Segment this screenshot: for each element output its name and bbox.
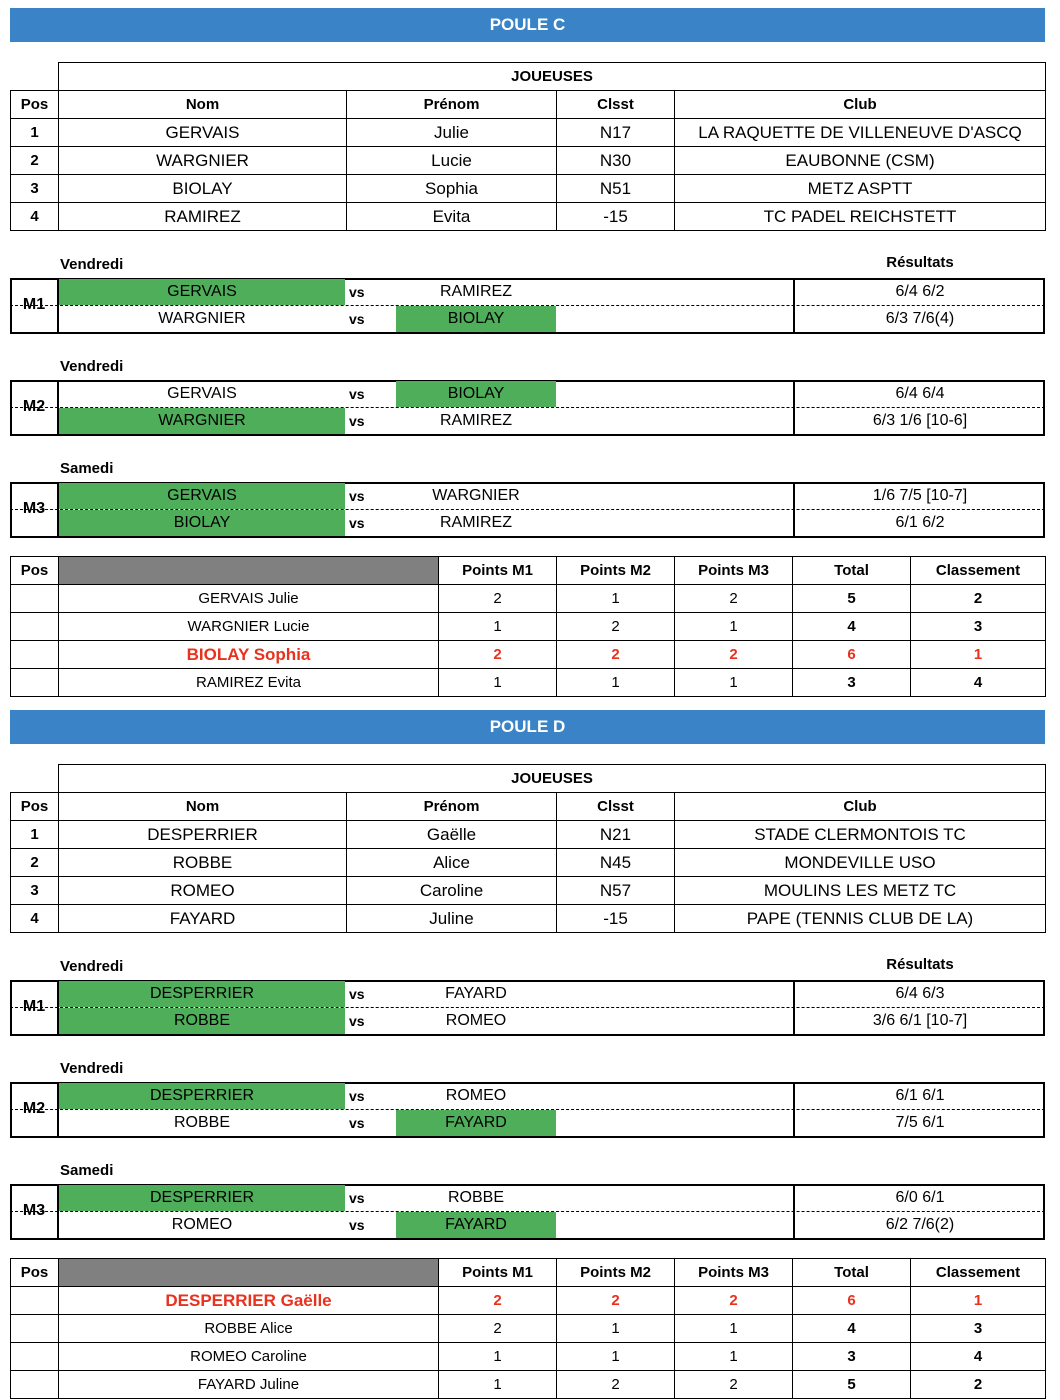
col-header-total: Total xyxy=(793,557,911,585)
points-m1: 1 xyxy=(439,1371,557,1399)
player-clsst: -15 xyxy=(557,203,675,231)
player-pos: 2 xyxy=(11,147,59,175)
name-header-grey xyxy=(59,557,439,585)
standing-classement: 2 xyxy=(911,585,1046,613)
standing-total: 6 xyxy=(793,641,911,669)
col-header-pos: Pos xyxy=(11,91,59,119)
player-one: WARGNIER xyxy=(59,408,345,434)
vs-label: vs xyxy=(349,986,365,1002)
player-prenom: Evita xyxy=(347,203,557,231)
vs-label: vs xyxy=(349,515,365,531)
player-one: GERVAIS xyxy=(167,385,237,402)
standing-total: 6 xyxy=(793,1287,911,1315)
player-pos: 4 xyxy=(11,203,59,231)
standing-pos xyxy=(11,641,59,669)
col-header-m2: Points M2 xyxy=(557,1259,675,1287)
standing-pos xyxy=(11,1315,59,1343)
player-pos: 3 xyxy=(11,877,59,905)
player-row xyxy=(11,849,1046,877)
col-header-pos: Pos xyxy=(11,793,59,821)
standing-name: RAMIREZ Evita xyxy=(59,669,439,697)
points-m2: 1 xyxy=(557,669,675,697)
player-clsst: N51 xyxy=(557,175,675,203)
match-score: 3/6 6/1 [10-7] xyxy=(872,1012,968,1029)
standing-classement: 1 xyxy=(911,641,1046,669)
col-header-m3: Points M3 xyxy=(675,557,793,585)
player-clsst: N30 xyxy=(557,147,675,175)
player-one: DESPERRIER xyxy=(59,1185,345,1211)
player-row xyxy=(11,821,1046,849)
match-score: 6/1 6/2 xyxy=(895,514,945,531)
standing-pos xyxy=(11,1371,59,1399)
col-header-m2: Points M2 xyxy=(557,557,675,585)
player-two: RAMIREZ xyxy=(440,412,512,429)
match-day-label: Vendredi xyxy=(60,958,124,975)
player-prenom: Lucie xyxy=(347,147,557,175)
player-one: DESPERRIER xyxy=(59,981,345,1007)
vs-label: vs xyxy=(349,284,365,300)
standing-pos xyxy=(11,1287,59,1315)
points-m3: 1 xyxy=(675,613,793,641)
standing-total: 4 xyxy=(793,613,911,641)
points-m2: 2 xyxy=(557,1371,675,1399)
resultats-label: Résultats xyxy=(886,254,954,271)
player-club: EAUBONNE (CSM) xyxy=(675,147,1046,175)
match-score: 6/4 6/3 xyxy=(895,985,945,1002)
points-m3: 2 xyxy=(675,641,793,669)
player-row xyxy=(11,905,1046,933)
player-prenom: Caroline xyxy=(347,877,557,905)
points-m2: 1 xyxy=(557,1343,675,1371)
player-clsst: -15 xyxy=(557,905,675,933)
match-score: 6/3 1/6 [10-6] xyxy=(872,412,968,429)
player-one: WARGNIER xyxy=(158,310,246,327)
standing-classement: 2 xyxy=(911,1371,1046,1399)
player-one: GERVAIS xyxy=(59,279,345,305)
player-two: FAYARD xyxy=(396,1110,556,1136)
player-row xyxy=(11,119,1046,147)
player-club: MOULINS LES METZ TC xyxy=(675,877,1046,905)
standing-name: ROMEO Caroline xyxy=(59,1343,439,1371)
standing-row xyxy=(11,641,1046,669)
points-m3: 1 xyxy=(675,1315,793,1343)
vs-label: vs xyxy=(349,386,365,402)
match-score: 6/4 6/4 xyxy=(895,385,945,402)
col-header-clsst: Clsst xyxy=(557,793,675,821)
player-clsst: N45 xyxy=(557,849,675,877)
player-prenom: Juline xyxy=(347,905,557,933)
players-group-row xyxy=(11,63,1046,91)
points-m2: 1 xyxy=(557,1315,675,1343)
col-header-classement: Classement xyxy=(911,557,1046,585)
player-row xyxy=(11,175,1046,203)
player-club: LA RAQUETTE DE VILLENEUVE D'ASCQ xyxy=(675,119,1046,147)
player-club: TC PADEL REICHSTETT xyxy=(675,203,1046,231)
standing-classement: 4 xyxy=(911,669,1046,697)
standing-name: GERVAIS Julie xyxy=(59,585,439,613)
vs-label: vs xyxy=(349,488,365,504)
points-m1: 2 xyxy=(439,641,557,669)
points-m3: 2 xyxy=(675,1371,793,1399)
match-label: M2 xyxy=(22,398,46,415)
standing-name: DESPERRIER Gaëlle xyxy=(59,1287,439,1315)
player-two: WARGNIER xyxy=(432,487,520,504)
vs-label: vs xyxy=(349,413,365,429)
standing-row xyxy=(11,1315,1046,1343)
player-club: METZ ASPTT xyxy=(675,175,1046,203)
col-header-m1: Points M1 xyxy=(439,557,557,585)
player-nom: WARGNIER xyxy=(59,147,347,175)
player-two: ROBBE xyxy=(447,1189,504,1206)
col-header-nom: Nom xyxy=(59,91,347,119)
player-row xyxy=(11,203,1046,231)
points-m3: 2 xyxy=(675,585,793,613)
standing-row xyxy=(11,669,1046,697)
col-header-nom: Nom xyxy=(59,793,347,821)
col-header-pos: Pos xyxy=(11,1259,59,1287)
player-two: FAYARD xyxy=(396,1212,556,1238)
vs-label: vs xyxy=(349,1217,365,1233)
player-two: BIOLAY xyxy=(396,306,556,332)
player-one: ROBBE xyxy=(173,1114,230,1131)
standing-pos xyxy=(11,613,59,641)
match-label: M1 xyxy=(22,998,46,1015)
player-row xyxy=(11,147,1046,175)
player-one: GERVAIS xyxy=(59,483,345,509)
standing-pos xyxy=(11,585,59,613)
player-prenom: Sophia xyxy=(347,175,557,203)
standing-classement: 3 xyxy=(911,613,1046,641)
match-label: M2 xyxy=(22,1100,46,1117)
vs-label: vs xyxy=(349,1190,365,1206)
points-m1: 2 xyxy=(439,585,557,613)
match-day-label: Samedi xyxy=(60,460,114,477)
player-club: STADE CLERMONTOIS TC xyxy=(675,821,1046,849)
player-club: MONDEVILLE USO xyxy=(675,849,1046,877)
match-score: 6/2 7/6(2) xyxy=(885,1216,955,1233)
points-m2: 1 xyxy=(557,585,675,613)
standing-name: WARGNIER Lucie xyxy=(59,613,439,641)
player-one: ROBBE xyxy=(59,1008,345,1034)
points-m1: 2 xyxy=(439,1287,557,1315)
player-pos: 3 xyxy=(11,175,59,203)
player-two: RAMIREZ xyxy=(440,283,512,300)
player-club: PAPE (TENNIS CLUB DE LA) xyxy=(675,905,1046,933)
player-one: ROMEO xyxy=(171,1216,233,1233)
col-header-total: Total xyxy=(793,1259,911,1287)
col-header-prenom: Prénom xyxy=(347,91,557,119)
standing-name: FAYARD Juline xyxy=(59,1371,439,1399)
standing-name: ROBBE Alice xyxy=(59,1315,439,1343)
standing-total: 4 xyxy=(793,1315,911,1343)
match-label: M3 xyxy=(22,500,46,517)
col-header-classement: Classement xyxy=(911,1259,1046,1287)
match-score: 6/0 6/1 xyxy=(895,1189,945,1206)
player-nom: ROMEO xyxy=(59,877,347,905)
match-day-label: Vendredi xyxy=(60,1060,124,1077)
player-pos: 1 xyxy=(11,821,59,849)
vs-label: vs xyxy=(349,1088,365,1104)
player-pos: 4 xyxy=(11,905,59,933)
players-header-row xyxy=(11,91,1046,119)
col-header-m3: Points M3 xyxy=(675,1259,793,1287)
col-header-clsst: Clsst xyxy=(557,91,675,119)
col-header-m1: Points M1 xyxy=(439,1259,557,1287)
points-m1: 2 xyxy=(439,1315,557,1343)
player-pos: 1 xyxy=(11,119,59,147)
player-pos: 2 xyxy=(11,849,59,877)
points-m3: 1 xyxy=(675,669,793,697)
standings-header-row xyxy=(11,557,1046,585)
standing-classement: 4 xyxy=(911,1343,1046,1371)
joueuses-header: JOUEUSES xyxy=(59,63,1046,91)
poule-banner: POULE D xyxy=(10,710,1045,744)
player-two: ROMEO xyxy=(445,1087,507,1104)
points-m2: 2 xyxy=(557,1287,675,1315)
player-nom: GERVAIS xyxy=(59,119,347,147)
standing-total: 5 xyxy=(793,1371,911,1399)
players-group-row xyxy=(11,765,1046,793)
points-m1: 1 xyxy=(439,1343,557,1371)
player-row xyxy=(11,877,1046,905)
players-table xyxy=(10,62,1046,231)
standing-classement: 3 xyxy=(911,1315,1046,1343)
points-m2: 2 xyxy=(557,613,675,641)
vs-label: vs xyxy=(349,1115,365,1131)
match-day-label: Vendredi xyxy=(60,256,124,273)
match-label: M3 xyxy=(22,1202,46,1219)
match-score: 6/3 7/6(4) xyxy=(885,310,955,327)
joueuses-header: JOUEUSES xyxy=(59,765,1046,793)
poule-banner: POULE C xyxy=(10,8,1045,42)
player-clsst: N21 xyxy=(557,821,675,849)
standing-total: 5 xyxy=(793,585,911,613)
players-header-row xyxy=(11,793,1046,821)
standing-row xyxy=(11,1287,1046,1315)
points-m3: 2 xyxy=(675,1287,793,1315)
player-prenom: Alice xyxy=(347,849,557,877)
standing-row xyxy=(11,613,1046,641)
standing-total: 3 xyxy=(793,1343,911,1371)
match-day-label: Vendredi xyxy=(60,358,124,375)
player-two: BIOLAY xyxy=(396,381,556,407)
standing-classement: 1 xyxy=(911,1287,1046,1315)
points-m2: 2 xyxy=(557,641,675,669)
standings-table xyxy=(10,556,1046,697)
match-score: 6/1 6/1 xyxy=(895,1087,945,1104)
match-score: 1/6 7/5 [10-7] xyxy=(872,487,968,504)
standing-row xyxy=(11,1343,1046,1371)
player-one: BIOLAY xyxy=(59,510,345,536)
name-header-grey xyxy=(59,1259,439,1287)
points-m1: 1 xyxy=(439,613,557,641)
standings-table xyxy=(10,1258,1046,1399)
standings-header-row xyxy=(11,1259,1046,1287)
col-header-club: Club xyxy=(675,793,1046,821)
vs-label: vs xyxy=(349,311,365,327)
player-two: FAYARD xyxy=(445,985,507,1002)
standing-row xyxy=(11,585,1046,613)
player-nom: FAYARD xyxy=(59,905,347,933)
resultats-label: Résultats xyxy=(886,956,954,973)
points-m3: 1 xyxy=(675,1343,793,1371)
match-label: M1 xyxy=(22,296,46,313)
player-one: DESPERRIER xyxy=(59,1083,345,1109)
col-header-club: Club xyxy=(675,91,1046,119)
player-clsst: N17 xyxy=(557,119,675,147)
player-prenom: Julie xyxy=(347,119,557,147)
vs-label: vs xyxy=(349,1013,365,1029)
standing-total: 3 xyxy=(793,669,911,697)
col-header-prenom: Prénom xyxy=(347,793,557,821)
player-two: RAMIREZ xyxy=(440,514,512,531)
match-score: 7/5 6/1 xyxy=(895,1114,945,1131)
player-nom: RAMIREZ xyxy=(59,203,347,231)
players-table xyxy=(10,764,1046,933)
player-prenom: Gaëlle xyxy=(347,821,557,849)
player-two: ROMEO xyxy=(445,1012,507,1029)
standing-pos xyxy=(11,1343,59,1371)
points-m1: 1 xyxy=(439,669,557,697)
match-day-label: Samedi xyxy=(60,1162,114,1179)
match-score: 6/4 6/2 xyxy=(895,283,945,300)
standing-pos xyxy=(11,669,59,697)
player-nom: DESPERRIER xyxy=(59,821,347,849)
col-header-pos: Pos xyxy=(11,557,59,585)
player-nom: BIOLAY xyxy=(59,175,347,203)
standing-name: BIOLAY Sophia xyxy=(59,641,439,669)
standing-row xyxy=(11,1371,1046,1399)
player-nom: ROBBE xyxy=(59,849,347,877)
player-clsst: N57 xyxy=(557,877,675,905)
